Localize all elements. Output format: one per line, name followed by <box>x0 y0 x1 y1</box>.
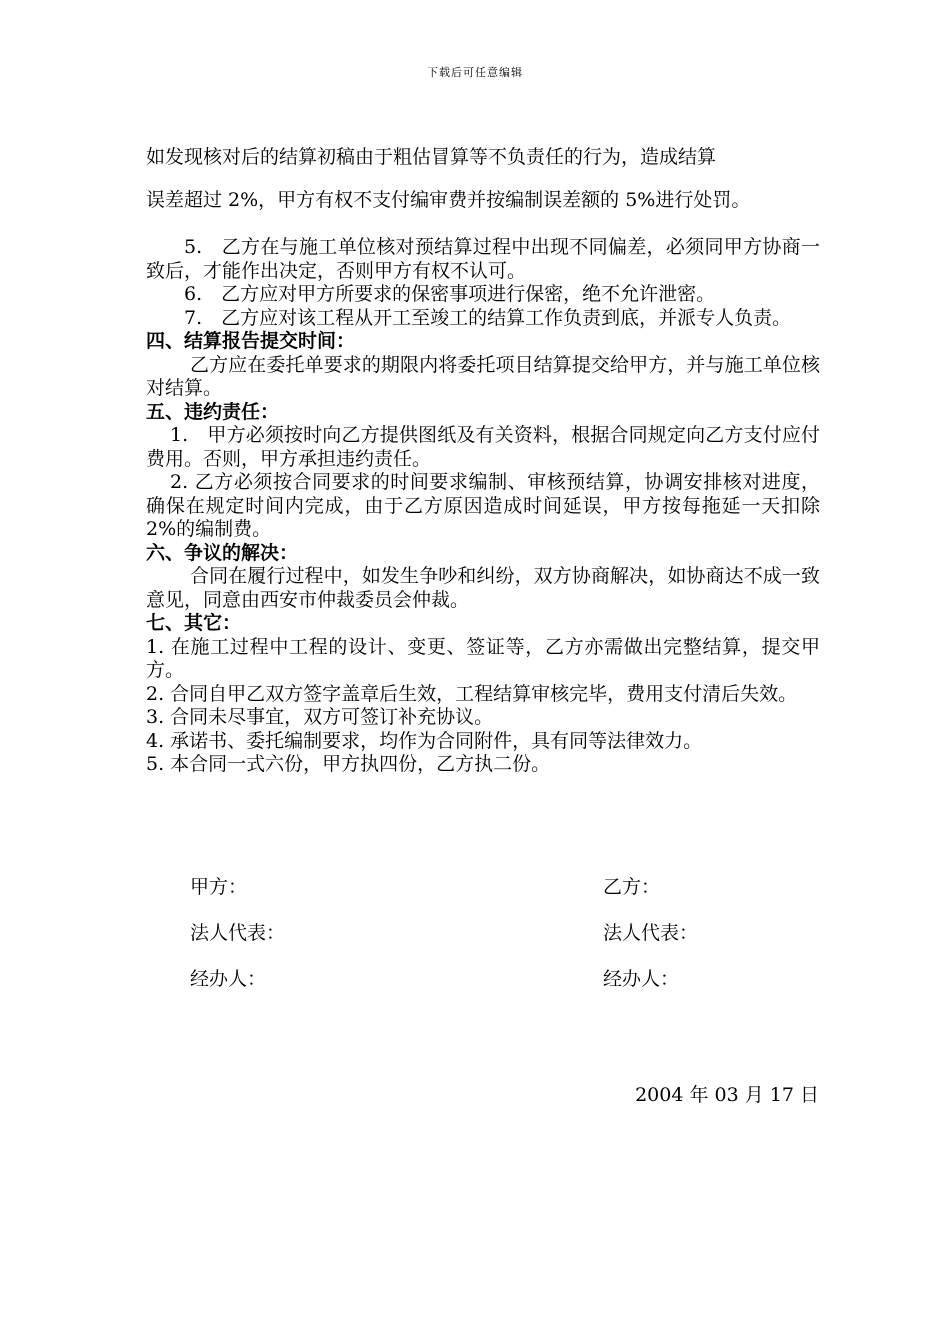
section-7-item-4: 4. 承诺书、委托编制要求，均作为合同附件，具有同等法律效力。 <box>146 729 703 752</box>
signature-party-b <box>603 864 698 1002</box>
party-a-label: 甲方： <box>190 876 248 898</box>
item-7: 7. 乙方应对该工程从开工至竣工的结算工作负责到底，并派专人负责。 <box>184 306 792 329</box>
section-4-title: 四、结算报告提交时间： <box>146 330 356 352</box>
party-b-label: 乙方： <box>603 876 661 898</box>
section-5-item-2: 2. 乙方必须按合同要求的时间要求编制、审核预结算，协调安排核对进度，确保在规定时间内完成，由于乙方原因造成时间延误，甲方按每拖延一天扣除 2%的编制费。 <box>146 471 820 540</box>
section-7-item-1: 1. 在施工过程中工程的设计、变更、签证等，乙方亦需做出完整结算，提交甲方。 <box>146 635 820 681</box>
section-7-title: 七、其它： <box>146 612 242 634</box>
contract-body <box>146 236 820 777</box>
intro-line-2: 误差超过 2%，甲方有权不支付编审费并按编制误差额的 5%进行处罚。 <box>146 189 751 211</box>
party-b-legal-rep-label: 法人代表： <box>603 922 699 944</box>
section-6-title: 六、争议的解决： <box>146 541 299 564</box>
section-5-title: 五、违约责任： <box>146 400 280 423</box>
party-a-agent-label: 经办人： <box>190 968 267 990</box>
intro-line-1: 如发现核对后的结算初稿由于粗估冒算等不负责任的行为，造成结算 <box>146 146 717 168</box>
item-6: 6. 乙方应对甲方所要求的保密事项进行保密，绝不允许泄密。 <box>184 283 716 305</box>
section-6-text: 合同在履行过程中，如发生争吵和纠纷，双方协商解决，如协商达不成一致意见，同意由西安市仲裁委员会仲裁。 <box>146 565 820 611</box>
contract-date: 2004 年 03 月 17 日 <box>635 1084 819 1106</box>
section-7-item-5: 5. 本合同一式六份，甲方执四份，乙方执二份。 <box>146 753 551 775</box>
section-7-item-3: 3. 合同未尽事宜，双方可签订补充协议。 <box>146 706 494 728</box>
section-7-item-2: 2. 合同自甲乙双方签字盖章后生效，工程结算审核完毕，费用支付清后失效。 <box>146 682 798 705</box>
party-b-agent-label: 经办人： <box>603 968 680 990</box>
party-a-legal-rep-label: 法人代表： <box>190 922 286 944</box>
page-header-note: 下载后可任意编辑 <box>427 66 523 79</box>
section-5-item-1: 1. 甲方必须按时向乙方提供图纸及有关资料，根据合同规定向乙方支付应付费用。否则，甲方承担违约责任。 <box>146 424 820 470</box>
signature-party-a <box>190 864 285 1002</box>
item-5: 5. 乙方在与施工单位核对预结算过程中出现不同偏差，必须同甲方协商一致后，才能作出决定，否则甲方有权不认可。 <box>146 236 820 282</box>
contract-intro <box>146 137 820 220</box>
section-4-text: 乙方应在委托单要求的期限内将委托项目结算提交给甲方，并与施工单位核对结算。 <box>146 353 820 399</box>
